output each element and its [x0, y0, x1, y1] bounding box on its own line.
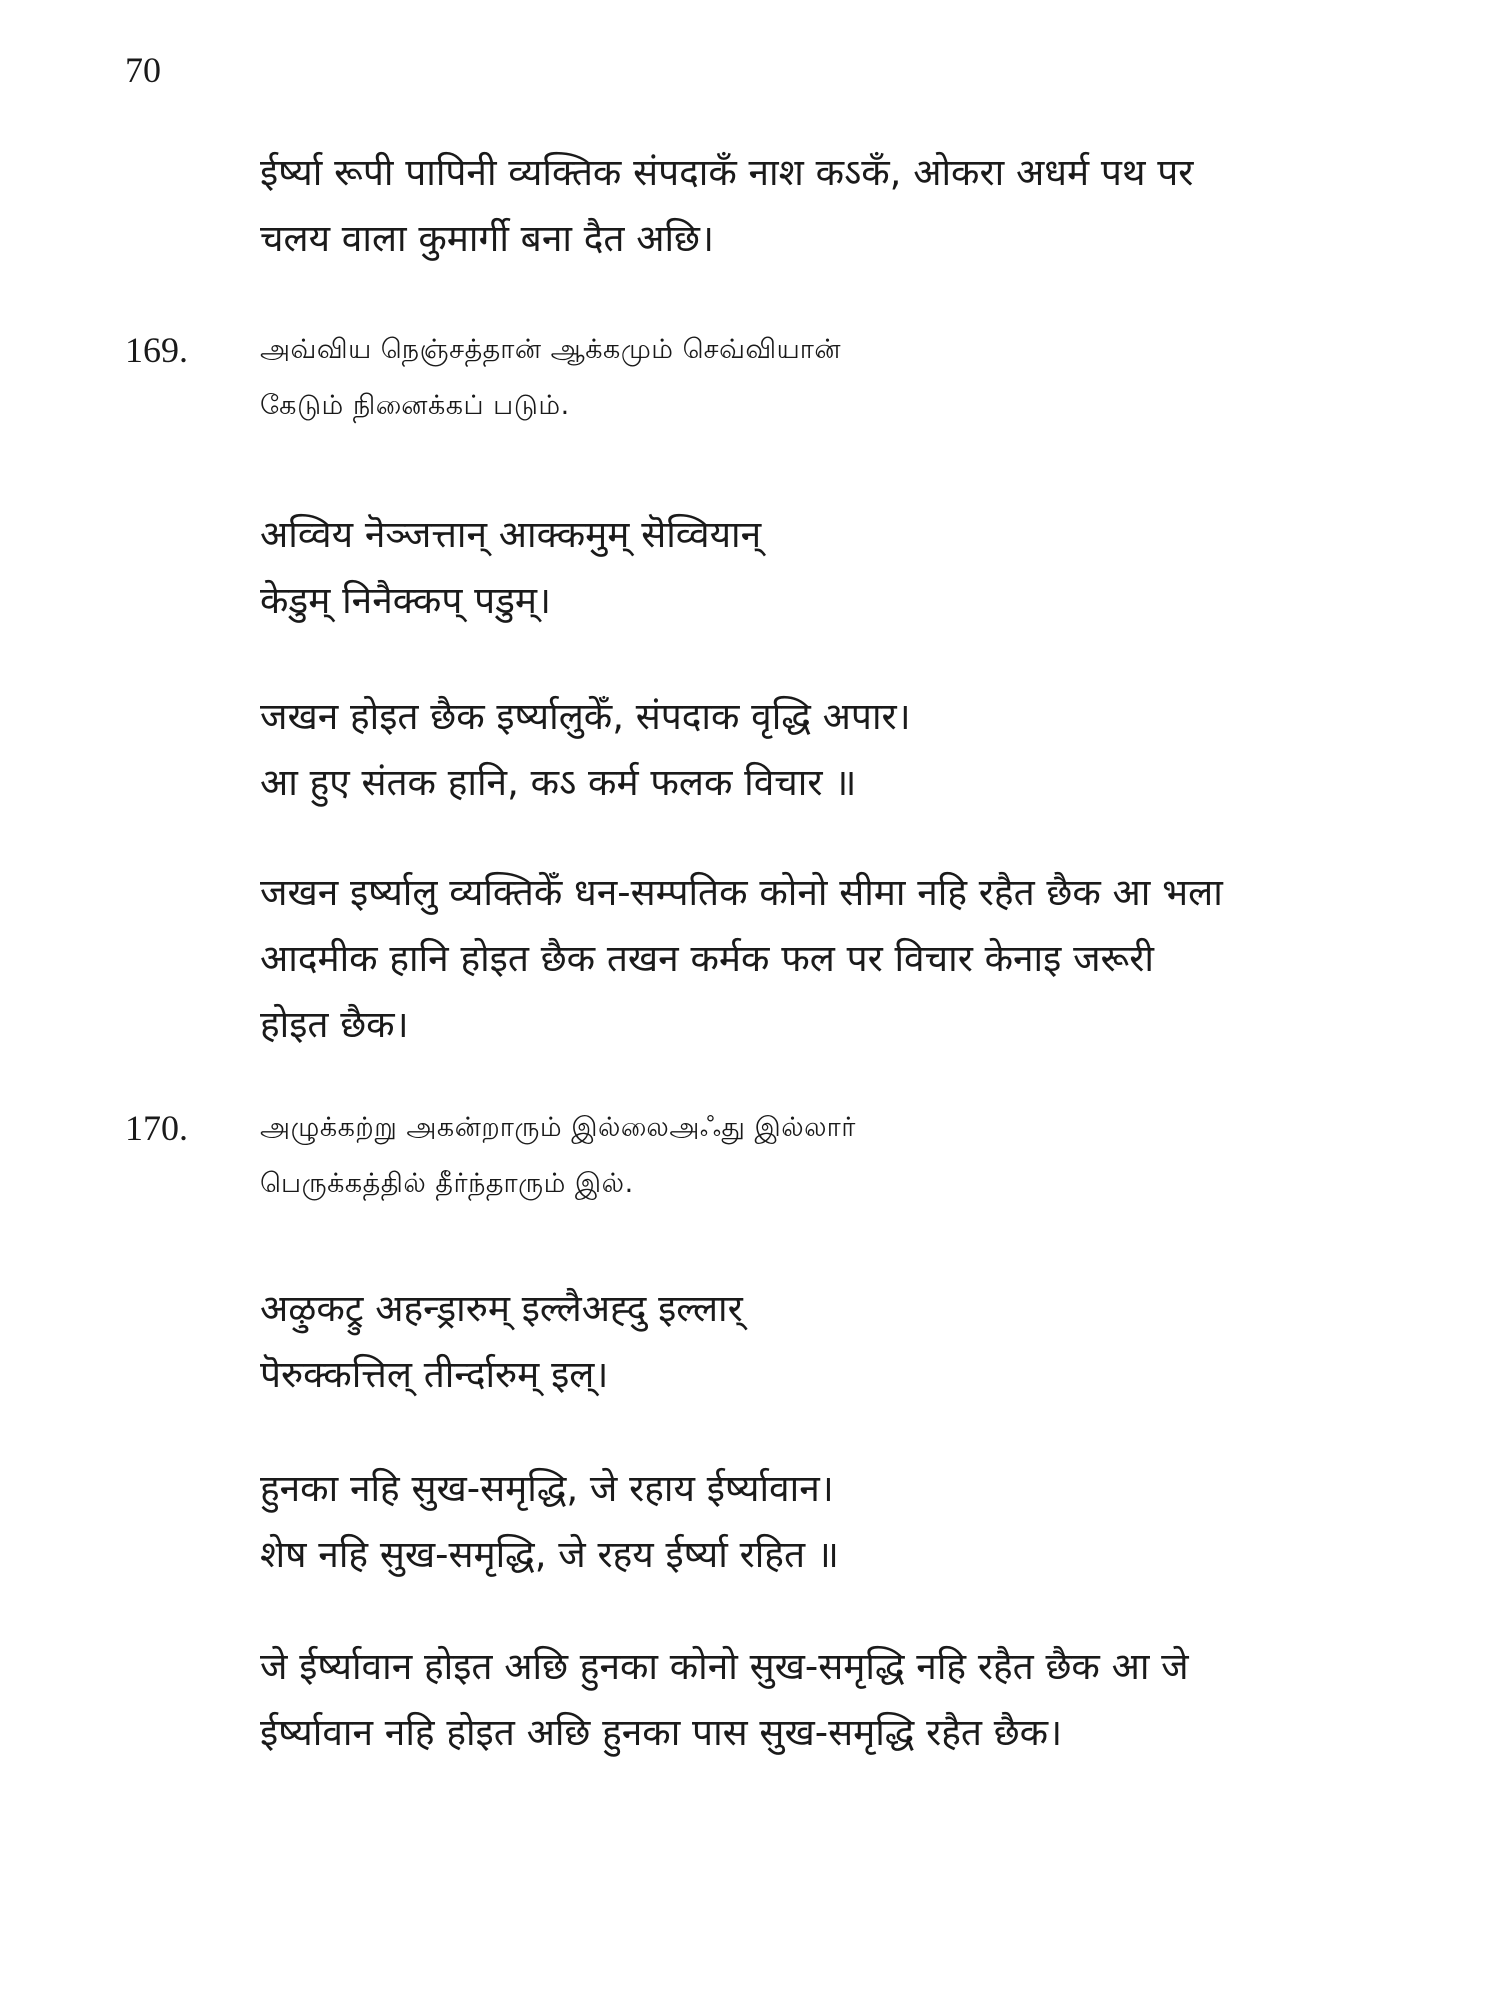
verse-170-couplet-line-1: हुनका नहि सुख-समृद्धि, जे रहाय ईर्ष्यावान।	[260, 1467, 834, 1510]
page-number: 70	[125, 50, 161, 90]
verse-169-tamil	[260, 322, 1380, 434]
verse-169-couplet	[260, 684, 1380, 816]
verse-169-transliteration-line-1: अव्विय नॆञ्जत्तान् आक्कमुम् सॆव्वियान्	[260, 513, 762, 556]
verse-170-transliteration	[260, 1276, 1380, 1408]
verse-170-transliteration-line-2: पॆरुक्कत्तिल् तीर्न्दारुम् इल्।	[260, 1353, 609, 1396]
verse-number-169: 169.	[125, 330, 188, 370]
verse-170-tamil-line-2: பெருக்கத்தில் தீர்ந்தாரும் இல்.	[260, 1168, 634, 1199]
verse-169-couplet-line-2: आ हुए संतक हानि, कऽ कर्म फलक विचार ॥	[260, 761, 857, 804]
verse-169-explanation-line-2: आदमीक हानि होइत छैक तखन कर्मक फल पर विचार केनाइ जरूरी	[260, 937, 1154, 980]
verse-170-couplet-line-2: शेष नहि सुख-समृद्धि, जे रहय ईर्ष्या रहित ॥	[260, 1533, 839, 1576]
verse-169-explanation	[260, 860, 1380, 1058]
verse-170-explanation-line-1: जे ईर्ष्यावान होइत अछि हुनका कोनो सुख-समृद्धि नहि रहैत छैक आ जे	[260, 1645, 1189, 1688]
intro-explanation-line-1: ईर्ष्या रूपी पापिनी व्यक्तिक संपदाकँ नाश कऽकँ, ओकरा अधर्म पथ पर	[260, 151, 1194, 194]
verse-169-transliteration	[260, 502, 1380, 634]
verse-170-transliteration-line-1: अऴुकट्रु अहन्ड्रारुम् इल्लैअह्दु इल्लार्	[260, 1287, 743, 1330]
verse-170-tamil-line-1: அழுக்கற்று அகன்றாரும் இல்லைஅஃது இல்லார்	[260, 1112, 856, 1143]
verse-170-couplet	[260, 1456, 1380, 1588]
verse-170-tamil	[260, 1100, 1380, 1212]
verse-169-explanation-line-3: होइत छैक।	[260, 1003, 409, 1046]
intro-explanation-line-2: चलय वाला कुमार्गी बना दैत अछि।	[260, 217, 715, 260]
verse-number-170: 170.	[125, 1108, 188, 1148]
verse-170-explanation	[260, 1634, 1380, 1766]
intro-explanation	[260, 140, 1380, 272]
verse-169-tamil-line-1: அவ்விய நெஞ்சத்தான் ஆக்கமும் செவ்வியான்	[260, 334, 842, 365]
verse-170-explanation-line-2: ईर्ष्यावान नहि होइत अछि हुनका पास सुख-समृद्धि रहैत छैक।	[260, 1711, 1063, 1754]
verse-169-explanation-line-1: जखन इर्ष्यालु व्यक्तिकेँ धन-सम्पतिक कोनो सीमा नहि रहैत छैक आ भला	[260, 871, 1223, 914]
verse-169-couplet-line-1: जखन होइत छैक इर्ष्यालुकेँ, संपदाक वृद्धि अपार।	[260, 695, 911, 738]
verse-169-tamil-line-2: கேடும் நினைக்கப் படும்.	[260, 390, 570, 421]
verse-169-transliteration-line-2: केडुम् निनैक्कप् पडुम्।	[260, 579, 552, 622]
